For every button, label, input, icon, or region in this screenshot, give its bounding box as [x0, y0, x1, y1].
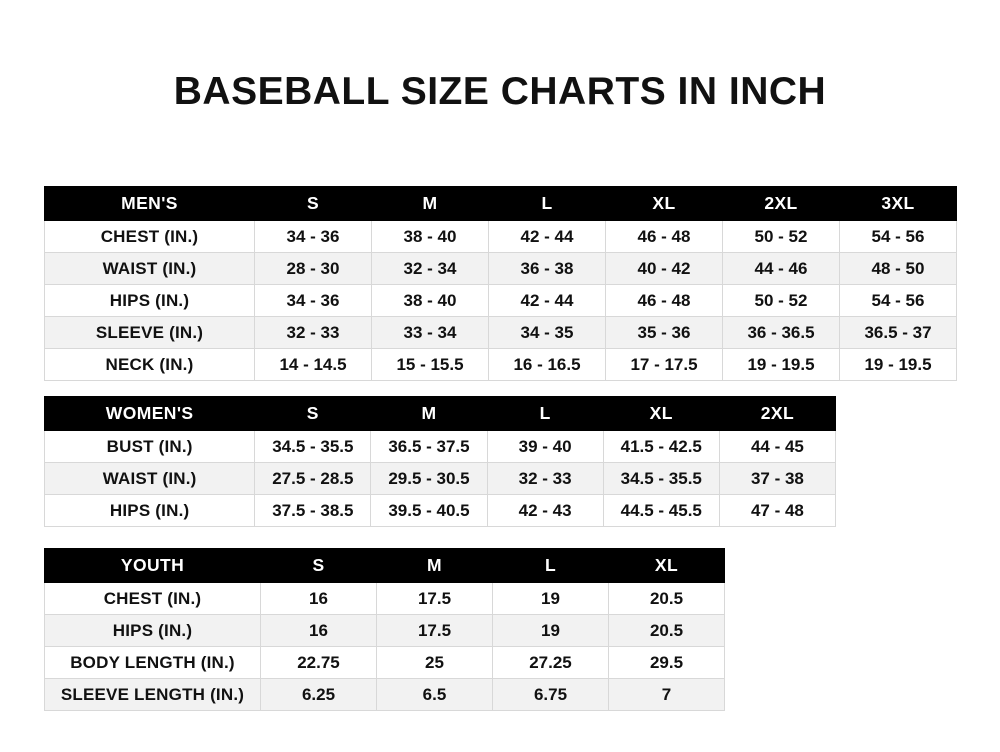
cell: 6.25 — [261, 679, 377, 711]
cell: 16 — [261, 615, 377, 647]
cell: 38 - 40 — [372, 221, 489, 253]
cell: 33 - 34 — [372, 317, 489, 349]
cell: 54 - 56 — [840, 285, 957, 317]
youth-table-body — [45, 583, 725, 711]
mens-header-size-2xl: 2XL — [723, 187, 840, 221]
cell: 34 - 36 — [255, 221, 372, 253]
youth-header-label: YOUTH — [45, 549, 261, 583]
cell: 16 - 16.5 — [489, 349, 606, 381]
cell: 25 — [377, 647, 493, 679]
row-label: CHEST (IN.) — [45, 583, 261, 615]
cell: 50 - 52 — [723, 221, 840, 253]
cell: 17.5 — [377, 583, 493, 615]
row-label: BUST (IN.) — [45, 431, 255, 463]
cell: 29.5 — [609, 647, 725, 679]
cell: 28 - 30 — [255, 253, 372, 285]
cell: 44 - 46 — [723, 253, 840, 285]
cell: 36.5 - 37 — [840, 317, 957, 349]
cell: 20.5 — [609, 583, 725, 615]
row-label: CHEST (IN.) — [45, 221, 255, 253]
cell: 35 - 36 — [606, 317, 723, 349]
table-row — [45, 679, 725, 711]
cell: 32 - 33 — [255, 317, 372, 349]
cell: 36 - 38 — [489, 253, 606, 285]
cell: 39 - 40 — [487, 431, 603, 463]
mens-size-chart — [44, 186, 956, 381]
cell: 36 - 36.5 — [723, 317, 840, 349]
mens-header-size-l: L — [489, 187, 606, 221]
womens-table-body — [45, 431, 836, 527]
cell: 22.75 — [261, 647, 377, 679]
cell: 40 - 42 — [606, 253, 723, 285]
womens-size-table — [44, 396, 836, 527]
table-header-row — [45, 397, 836, 431]
cell: 39.5 - 40.5 — [371, 495, 487, 527]
youth-size-table — [44, 548, 725, 711]
row-label: HIPS (IN.) — [45, 285, 255, 317]
table-row — [45, 317, 957, 349]
table-row — [45, 221, 957, 253]
cell: 34 - 35 — [489, 317, 606, 349]
womens-header-size-l: L — [487, 397, 603, 431]
table-row — [45, 615, 725, 647]
row-label: SLEEVE (IN.) — [45, 317, 255, 349]
cell: 44 - 45 — [719, 431, 835, 463]
page-title: BASEBALL SIZE CHARTS IN INCH — [173, 70, 827, 113]
womens-header-label: WOMEN'S — [45, 397, 255, 431]
row-label: SLEEVE LENGTH (IN.) — [45, 679, 261, 711]
cell: 27.25 — [493, 647, 609, 679]
row-label: WAIST (IN.) — [45, 253, 255, 285]
cell: 19 - 19.5 — [840, 349, 957, 381]
cell: 50 - 52 — [723, 285, 840, 317]
cell: 46 - 48 — [606, 285, 723, 317]
table-row — [45, 285, 957, 317]
mens-header-size-s: S — [255, 187, 372, 221]
row-label: HIPS (IN.) — [45, 495, 255, 527]
womens-size-chart — [44, 396, 836, 527]
mens-header-size-xl: XL — [606, 187, 723, 221]
cell: 27.5 - 28.5 — [255, 463, 371, 495]
table-row — [45, 253, 957, 285]
row-label: NECK (IN.) — [45, 349, 255, 381]
cell: 34.5 - 35.5 — [255, 431, 371, 463]
mens-header-label: MEN'S — [45, 187, 255, 221]
mens-header-size-3xl: 3XL — [840, 187, 957, 221]
table-row — [45, 495, 836, 527]
cell: 36.5 - 37.5 — [371, 431, 487, 463]
mens-size-table — [44, 186, 957, 381]
row-label: HIPS (IN.) — [45, 615, 261, 647]
mens-header-size-m: M — [372, 187, 489, 221]
cell: 47 - 48 — [719, 495, 835, 527]
table-row — [45, 647, 725, 679]
cell: 19 - 19.5 — [723, 349, 840, 381]
cell: 34.5 - 35.5 — [603, 463, 719, 495]
cell: 42 - 43 — [487, 495, 603, 527]
womens-header-size-m: M — [371, 397, 487, 431]
cell: 19 — [493, 615, 609, 647]
cell: 6.5 — [377, 679, 493, 711]
cell: 29.5 - 30.5 — [371, 463, 487, 495]
table-row — [45, 349, 957, 381]
youth-header-size-m: M — [377, 549, 493, 583]
cell: 15 - 15.5 — [372, 349, 489, 381]
cell: 38 - 40 — [372, 285, 489, 317]
cell: 44.5 - 45.5 — [603, 495, 719, 527]
cell: 48 - 50 — [840, 253, 957, 285]
table-row — [45, 431, 836, 463]
cell: 16 — [261, 583, 377, 615]
cell: 41.5 - 42.5 — [603, 431, 719, 463]
cell: 17 - 17.5 — [606, 349, 723, 381]
youth-header-size-l: L — [493, 549, 609, 583]
womens-table-head — [45, 397, 836, 431]
youth-header-size-xl: XL — [609, 549, 725, 583]
cell: 42 - 44 — [489, 221, 606, 253]
cell: 32 - 34 — [372, 253, 489, 285]
table-header-row — [45, 187, 957, 221]
table-row — [45, 583, 725, 615]
row-label: WAIST (IN.) — [45, 463, 255, 495]
youth-size-chart — [44, 548, 724, 711]
cell: 32 - 33 — [487, 463, 603, 495]
mens-table-head — [45, 187, 957, 221]
youth-table-head — [45, 549, 725, 583]
womens-header-size-xl: XL — [603, 397, 719, 431]
cell: 42 - 44 — [489, 285, 606, 317]
cell: 34 - 36 — [255, 285, 372, 317]
cell: 14 - 14.5 — [255, 349, 372, 381]
youth-header-size-s: S — [261, 549, 377, 583]
row-label: BODY LENGTH (IN.) — [45, 647, 261, 679]
womens-header-size-s: S — [255, 397, 371, 431]
cell: 37 - 38 — [719, 463, 835, 495]
cell: 6.75 — [493, 679, 609, 711]
cell: 37.5 - 38.5 — [255, 495, 371, 527]
cell: 46 - 48 — [606, 221, 723, 253]
mens-table-body — [45, 221, 957, 381]
womens-header-size-2xl: 2XL — [719, 397, 835, 431]
table-row — [45, 463, 836, 495]
table-header-row — [45, 549, 725, 583]
cell: 17.5 — [377, 615, 493, 647]
cell: 20.5 — [609, 615, 725, 647]
cell: 19 — [493, 583, 609, 615]
cell: 7 — [609, 679, 725, 711]
cell: 54 - 56 — [840, 221, 957, 253]
